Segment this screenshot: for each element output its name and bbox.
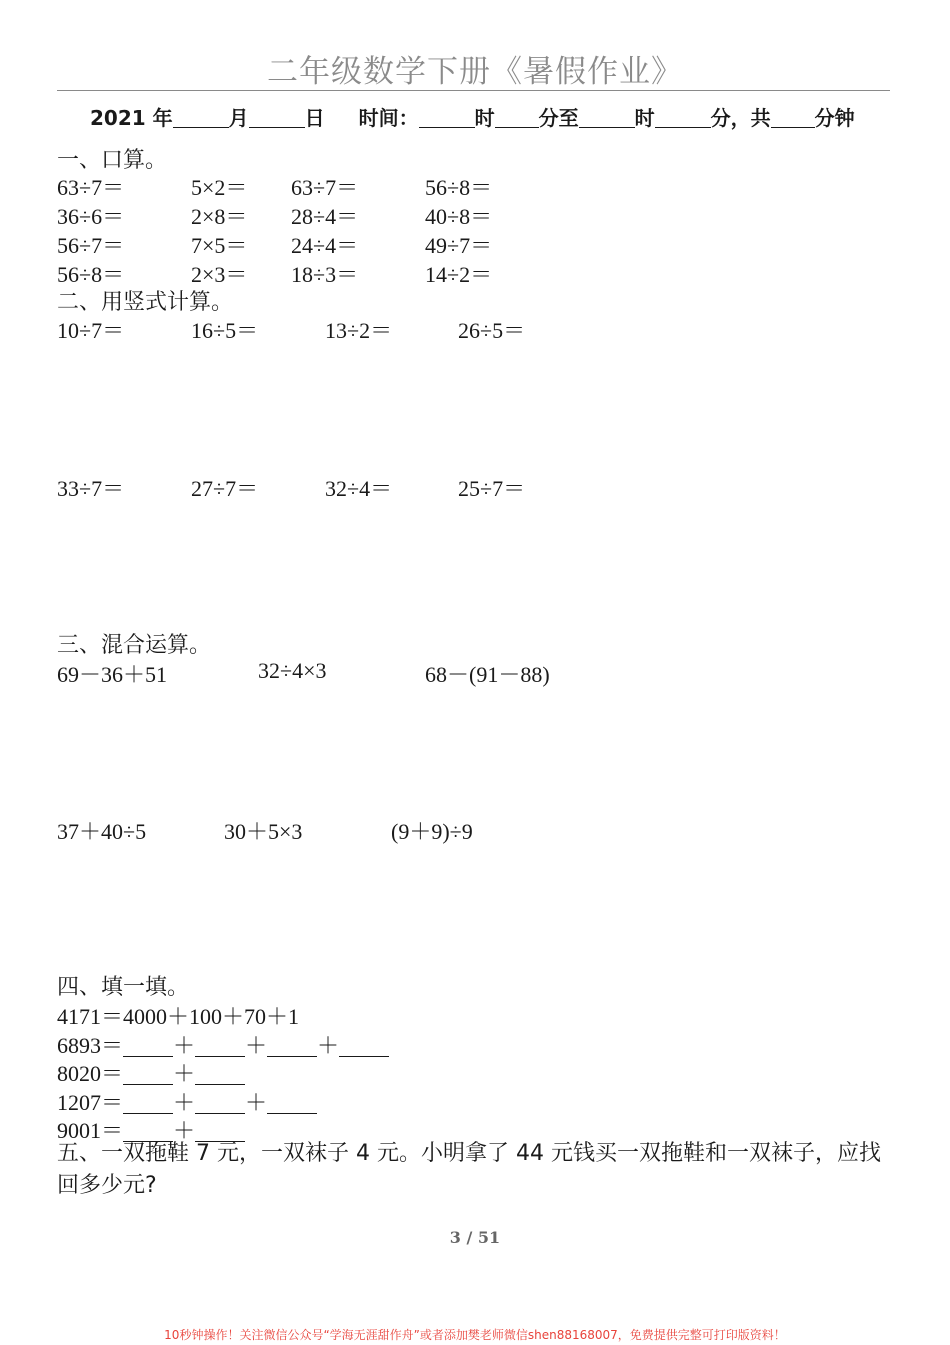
mixed-problem: (9＋9)÷9 [391,819,473,844]
month-label: 月 [228,106,249,130]
plus-sign: ＋ [173,1090,196,1115]
section4-heading: 四、填一填。 [57,975,190,1000]
vertical-problem: 25÷7＝ [458,476,526,501]
oral-problem: 63÷7＝ [291,175,359,200]
page-number: 3 / 51 [449,1228,501,1247]
vertical-problem: 26÷5＝ [458,318,526,343]
oral-problem: 18÷3＝ [291,262,359,287]
oral-problem: 36÷6＝ [57,204,125,229]
section2-heading: 二、用竖式计算。 [57,290,234,315]
minute-to-label: 分至 [538,106,579,130]
day-blank [249,109,305,128]
answer-blank[interactable] [267,1093,317,1114]
mixed-problem: 37＋40÷5 [57,819,147,844]
oral-problem: 56÷7＝ [57,233,125,258]
fill-item [57,1029,389,1060]
month-blank [173,109,229,128]
minute-total-label: 分，共 [710,106,771,130]
hour-label-1: 时 [474,106,495,130]
oral-problem: 63÷7＝ [57,175,125,200]
oral-problem: 14÷2＝ [425,262,493,287]
vertical-problem: 27÷7＝ [191,476,259,501]
plus-sign: ＋ [245,1090,268,1115]
answer-blank[interactable] [123,1036,173,1057]
vertical-problem: 13÷2＝ [325,318,393,343]
fill-item-lhs: 8020＝ [57,1061,124,1086]
oral-problem: 40÷8＝ [425,204,493,229]
answer-blank[interactable] [267,1036,317,1057]
answer-blank[interactable] [195,1064,245,1085]
fill-item-lhs: 1207＝ [57,1090,124,1115]
answer-blank[interactable] [123,1093,173,1114]
oral-problem: 28÷4＝ [291,204,359,229]
total-minutes-blank [771,109,815,128]
hour-label-2: 时 [634,106,655,130]
answer-blank[interactable] [123,1064,173,1085]
page-title: 二年级数学下册《暑假作业》 [267,54,683,90]
vertical-problem: 33÷7＝ [57,476,125,501]
oral-problem: 5×2＝ [191,175,248,200]
start-hour-blank [419,109,475,128]
oral-problem: 24÷4＝ [291,233,359,258]
day-label: 日 [304,106,325,130]
mixed-problem: 69－36＋51 [57,662,168,687]
oral-problem: 49÷7＝ [425,233,493,258]
title-divider [57,90,890,91]
answer-blank[interactable] [195,1036,245,1057]
mixed-problem: 30＋5×3 [224,819,303,844]
plus-sign: ＋ [173,1033,196,1058]
end-hour-blank [579,109,635,128]
vertical-problem: 32÷4＝ [325,476,393,501]
date-line [90,102,855,131]
minutes-label: 分钟 [814,106,855,130]
plus-sign: ＋ [173,1118,196,1143]
plus-sign: ＋ [173,1061,196,1086]
section1-heading: 一、口算。 [57,148,168,173]
fill-item [57,1057,245,1088]
year-label: 2021 年 [90,106,173,130]
mixed-problem: 32÷4×3 [258,658,327,683]
mixed-problem: 68－(91－88) [425,662,550,687]
footer-notice: 10秒钟操作！关注微信公众号“学海无涯甜作舟”或者添加樊老师微信shen88168007，免费提供完整可打印版资料！ [164,1328,786,1342]
fill-item [57,1086,317,1117]
end-minute-blank [655,109,711,128]
time-label: 时间： [358,106,419,130]
fill-example: 4171＝4000＋100＋70＋1 [57,1004,300,1029]
answer-blank[interactable] [195,1093,245,1114]
word-problem: 五、一双拖鞋 7 元，一双袜子 4 元。小明拿了 44 元钱买一双拖鞋和一双袜子，应找回多少元? [57,1141,881,1198]
plus-sign: ＋ [317,1033,340,1058]
oral-problem: 7×5＝ [191,233,248,258]
vertical-problem: 10÷7＝ [57,318,125,343]
oral-problem: 56÷8＝ [57,262,125,287]
answer-blank[interactable] [339,1036,389,1057]
oral-problem: 2×8＝ [191,204,248,229]
fill-item-lhs: 9001＝ [57,1118,124,1143]
section3-heading: 三、混合运算。 [57,633,212,658]
start-minute-blank [495,109,539,128]
vertical-problem: 16÷5＝ [191,318,259,343]
oral-problem: 56÷8＝ [425,175,493,200]
fill-item-lhs: 6893＝ [57,1033,124,1058]
plus-sign: ＋ [245,1033,268,1058]
oral-problem: 2×3＝ [191,262,248,287]
